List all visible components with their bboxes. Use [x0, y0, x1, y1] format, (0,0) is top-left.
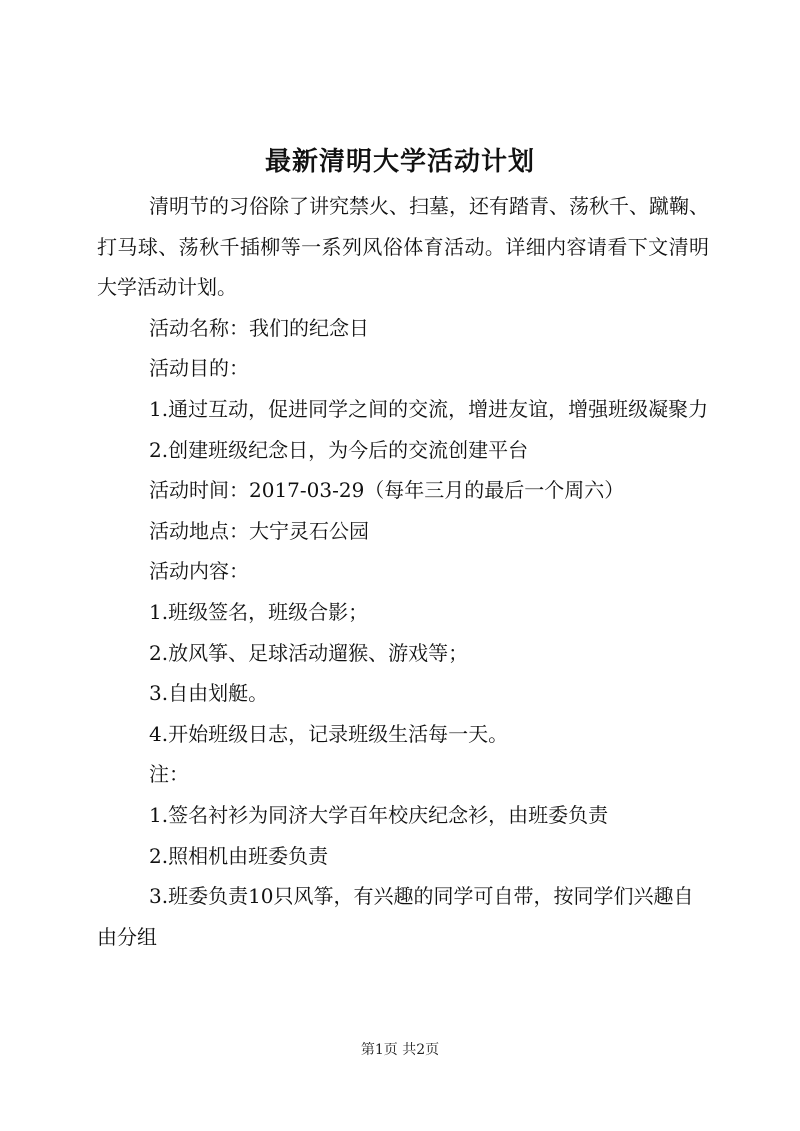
content-item: 2.放风筝、足球活动遛猴、游戏等；: [149, 640, 469, 665]
note-item: 2.照相机由班委负责: [149, 843, 329, 868]
content-item: 1.班级签名，班级合影；: [149, 599, 369, 624]
note-item: 3.班委负责10只风筝，有兴趣的同学可自带，按同学们兴趣自由分组: [97, 884, 694, 949]
page-footer: 第1页 共2页: [360, 1042, 440, 1058]
activity-name: 活动名称：我们的纪念日: [149, 315, 369, 340]
activity-time: 活动时间：2017-03-29（每年三月的最后一个周六）: [149, 478, 625, 503]
content-item: 3.自由划艇。: [149, 681, 269, 706]
content-heading: 活动内容：: [149, 559, 249, 584]
document-title: 最新清明大学活动计划: [264, 147, 535, 177]
document-body: [97, 186, 709, 957]
intro-paragraph: 清明节的习俗除了讲究禁火、扫墓，还有踏青、荡秋千、蹴鞠、打马球、荡秋千插柳等一系列风俗体育活动。详细内容请看下文清明大学活动计划。: [97, 194, 709, 300]
purpose-heading: 活动目的：: [149, 356, 249, 381]
activity-place: 活动地点：大宁灵石公园: [149, 518, 369, 543]
purpose-item: 2.创建班级纪念日，为今后的交流创建平台: [149, 437, 529, 462]
note-item: 1.签名衬衫为同济大学百年校庆纪念衫，由班委负责: [149, 802, 609, 827]
content-item: 4.开始班级日志，记录班级生活每一天。: [149, 721, 509, 746]
notes-heading: 注：: [149, 762, 189, 787]
purpose-item: 1.通过互动，促进同学之间的交流，增进友谊，增强班级凝聚力: [149, 396, 709, 421]
